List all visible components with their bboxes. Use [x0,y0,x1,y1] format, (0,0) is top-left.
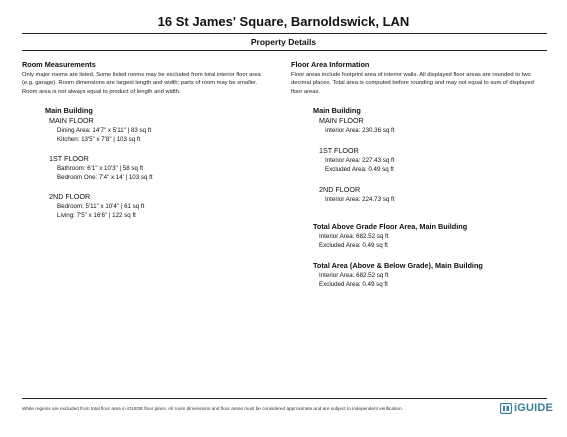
floor-area-heading: Floor Area Information [291,60,370,69]
room-measurements-section [22,60,272,219]
area-row: Excluded Area: 0.49 sq ft [319,242,388,250]
floor-name: MAIN FLOOR [49,116,94,126]
iguide-logo [500,402,553,414]
floor-name: 1ST FLOOR [319,146,359,156]
title-rule [22,33,547,34]
area-row: Interior Area: 230.36 sq ft [325,127,395,135]
footer-disclaimer: White regions are excluded from total floor area in iGUIDE floor plans. All room dimensions and floor areas must be considered approximate and are subject to independent verification. [22,406,403,411]
room-row: Bathroom: 6'1" x 10'3" | 58 sq ft [57,165,144,173]
room-row: Kitchen: 13'5" x 7'8" | 103 sq ft [57,136,141,144]
floor-area-section [291,60,551,288]
floor-name: MAIN FLOOR [319,116,364,126]
iguide-logo-icon [500,403,512,414]
subtitle-rule [22,50,547,51]
room-row: Dining Area: 14'7" x 5'11" | 83 sq ft [57,127,152,135]
building-name: Main Building [45,106,93,116]
footer-rule [22,398,547,399]
area-row: Excluded Area: 0.49 sq ft [325,166,394,174]
area-row: Excluded Area: 0.49 sq ft [319,281,388,289]
room-measurements-heading: Room Measurements [22,60,96,69]
floor-name: 2ND FLOOR [319,185,361,195]
page-subtitle: Property Details [250,37,317,47]
total-above-grade-heading: Total Above Grade Floor Area, Main Building [313,222,468,232]
area-row: Interior Area: 682.52 sq ft [319,272,389,280]
room-measurements-note: Only major rooms are listed. Some listed rooms may be excluded from total interior floor area (e.g. garage). Room dimensions are largest length and width; parts of room may be smaller. Room area is not always equal to product of length and width. [22,72,261,95]
room-row: Bedroom: 5'11" x 10'4" | 61 sq ft [57,203,145,211]
total-area-heading: Total Area (Above & Below Grade), Main Building [313,261,483,271]
room-row: Bedroom One: 7'4" x 14' | 103 sq ft [57,174,153,182]
floor-name: 2ND FLOOR [49,192,91,202]
room-row: Living: 7'5" x 16'6" | 122 sq ft [57,212,136,220]
area-row: Interior Area: 682.52 sq ft [319,233,389,241]
area-row: Interior Area: 227.43 sq ft [325,157,395,165]
floor-name: 1ST FLOOR [49,154,89,164]
area-row: Interior Area: 224.73 sq ft [325,196,395,204]
iguide-logo-text: iGUIDE [514,402,554,414]
building-name: Main Building [313,106,361,116]
page-title: 16 St James' Square, Barnoldswick, LAN [157,14,410,29]
floor-area-note: Floor areas include footprint area of interior walls. All displayed floor areas are rounded to two decimal places. Total area is computed before rounding and may not equal to sum of displayed floor areas. [291,72,534,95]
